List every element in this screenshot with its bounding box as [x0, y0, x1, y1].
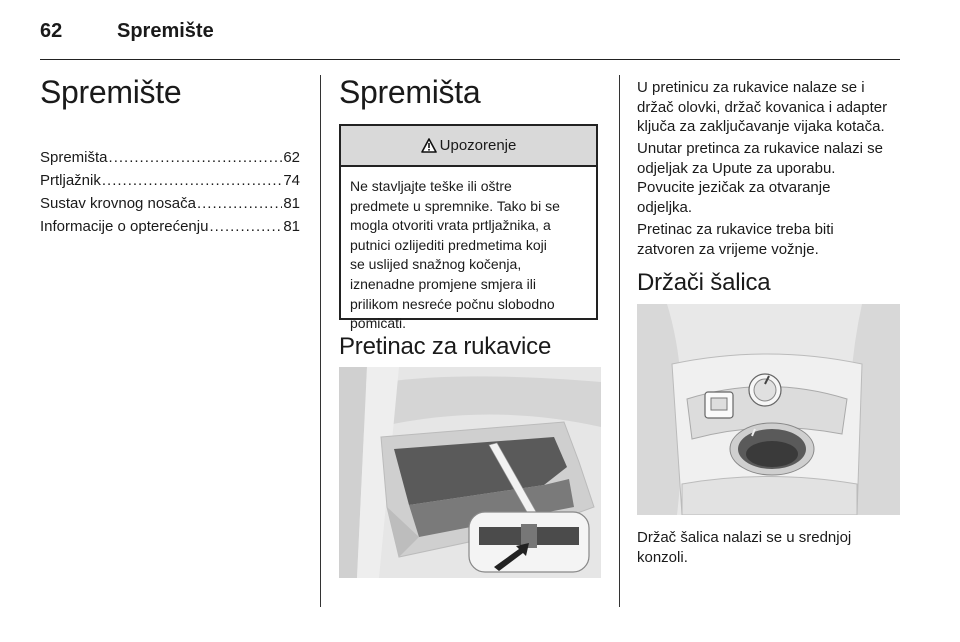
text-line: odjeljka.	[637, 199, 693, 217]
warning-line: pomicati.	[350, 315, 407, 332]
warning-line: Ne stavljajte teške ili oštre	[350, 178, 512, 194]
header-rule	[40, 59, 900, 60]
text-line: ključa za zaključavanje vijaka kotača.	[637, 118, 885, 136]
toc-label: Sustav krovnog nosača	[40, 195, 196, 212]
warning-header	[341, 126, 596, 167]
column-divider-right	[619, 75, 620, 607]
table-of-contents	[40, 149, 300, 241]
column-divider-left	[320, 75, 321, 607]
warning-line: mogla otvoriti vrata prtljažnika, a	[350, 217, 551, 234]
toc-page: 81	[283, 218, 300, 235]
warning-line: predmete u spremnike. Tako bi se	[350, 197, 560, 214]
toc-entry[interactable]	[40, 218, 300, 241]
chapter-title: Spremište	[40, 74, 182, 110]
text-line: odjeljak za Upute za uporabu.	[637, 159, 836, 177]
text-line: Držač šalica nalazi se u srednjoj	[637, 529, 852, 546]
toc-page: 62	[283, 149, 300, 166]
warning-line: putnici ozlijediti predmetima koji	[350, 236, 547, 253]
text-line: držač olovki, držač kovanica i adapter	[637, 98, 888, 116]
warning-triangle-icon	[421, 138, 437, 153]
toc-label: Prtljažnik	[40, 172, 101, 189]
warning-line: iznenadne promjene smjera ili	[350, 275, 536, 292]
warning-box	[339, 124, 598, 332]
text-line: Unutar pretinca za rukavice nalazi se	[637, 140, 883, 157]
text-line: zatvoren za vrijeme vožnje.	[637, 240, 819, 258]
paragraph	[637, 220, 834, 259]
paragraph	[637, 78, 887, 137]
warning-text	[341, 167, 596, 334]
toc-label: Spremišta	[40, 149, 108, 166]
glovebox-illustration	[339, 367, 601, 578]
cupholder-heading: Držači šalica	[637, 269, 771, 296]
toc-entry[interactable]	[40, 195, 300, 218]
text-line: konzoli.	[637, 548, 688, 566]
paragraph	[637, 139, 883, 218]
running-header: Spremište	[117, 20, 214, 42]
page-number: 62	[40, 20, 63, 42]
text-line: Povucite jezičak za otvaranje	[637, 179, 831, 197]
warning-line: prilikom nesreće počnu slobodno	[350, 295, 555, 312]
glovebox-heading: Pretinac za rukavice	[339, 333, 552, 360]
caption	[637, 528, 851, 567]
warning-line: se uslijed snažnog kočenja,	[350, 256, 522, 273]
toc-page: 81	[283, 195, 300, 212]
toc-label: Informacije o opterećenju	[40, 218, 209, 235]
section-title: Spremišta	[339, 74, 481, 110]
toc-entry[interactable]	[40, 172, 300, 195]
text-line: U pretinicu za rukavice nalaze se i	[637, 79, 865, 96]
warning-heading: Upozorenje	[439, 137, 517, 154]
toc-entry[interactable]	[40, 149, 300, 172]
toc-page: 74	[283, 172, 300, 189]
text-line: Pretinac za rukavice treba biti	[637, 221, 834, 238]
cupholder-illustration	[637, 304, 900, 515]
